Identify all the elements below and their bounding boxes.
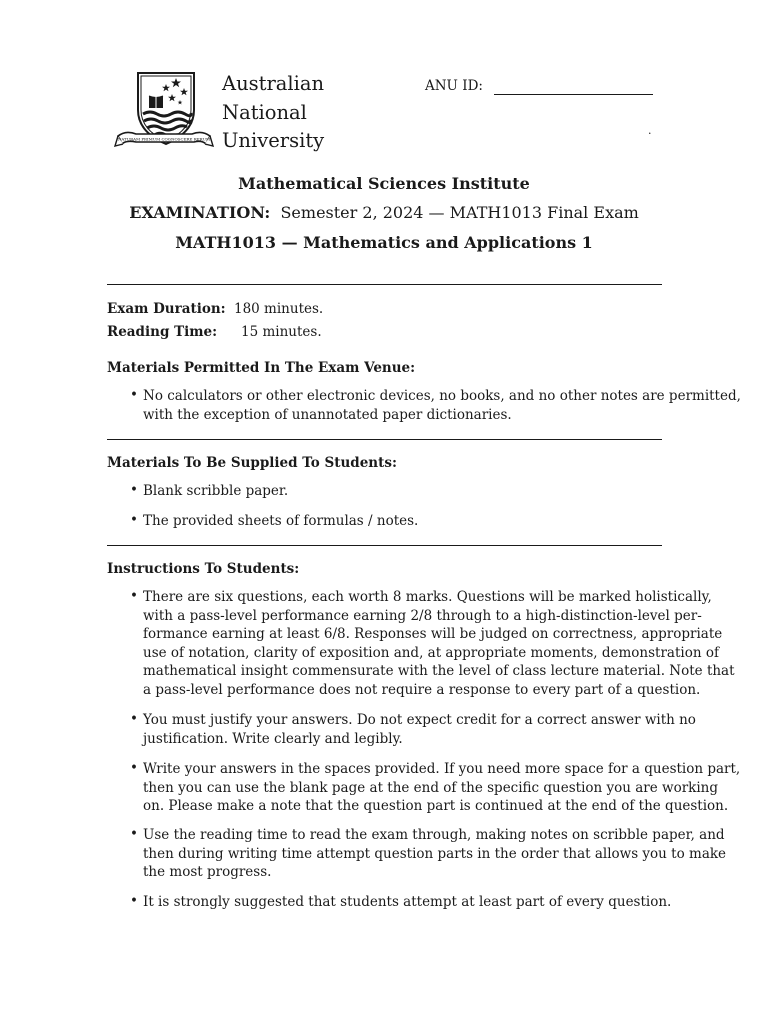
bullet-marker: •	[130, 760, 138, 776]
bullet-marker: •	[130, 387, 138, 403]
list-item-line: then you can use the blank page at the end of the specific question you are working	[143, 779, 719, 796]
list-item-line: justification. Write clearly and legibly.	[143, 730, 403, 747]
university-name	[222, 70, 324, 156]
stray-dot: .	[648, 124, 652, 137]
supplied-heading: Materials To Be Supplied To Students:	[107, 455, 397, 471]
list-item-line: Write your answers in the spaces provided. If you need more space for a question part,	[143, 761, 741, 777]
examination-line	[0, 203, 768, 222]
university-name-line: Australian	[222, 72, 325, 95]
instructions-heading: Instructions To Students:	[107, 561, 300, 577]
list-item-line: There are six questions, each worth 8 marks. Questions will be marked holistically,	[143, 589, 712, 605]
anu-crest-logo	[114, 70, 214, 156]
examination-label: EXAMINATION:	[129, 203, 271, 222]
list-item-line: the most progress.	[143, 864, 272, 881]
bullet-marker: •	[130, 711, 138, 727]
university-name-line: University	[222, 129, 325, 152]
bullet-marker: •	[130, 512, 138, 528]
institute-title: Mathematical Sciences Institute	[238, 174, 530, 193]
list-item-line: It is strongly suggested that students attempt at least part of every question.	[143, 894, 672, 910]
list-item-line: formance earning at least 6/8. Responses will be judged on correctness, appropriate	[143, 626, 723, 643]
list-item-line: with a pass-level performance earning 2/8 through to a high-distinction-level per-	[143, 607, 702, 624]
examination-value: Semester 2, 2024 — MATH1013 Final Exam	[280, 203, 639, 222]
list-item	[143, 711, 696, 748]
list-item	[143, 826, 727, 882]
list-item-line: then during writing time attempt question parts in the order that allows you to make	[143, 845, 727, 862]
bullet-marker: •	[130, 588, 138, 604]
crest-motto: NATURAM PRIMUM COGNOSCERE RERUM	[117, 136, 211, 142]
list-item-line: The provided sheets of formulas / notes.	[143, 513, 419, 529]
divider	[107, 284, 662, 285]
divider	[107, 545, 662, 546]
duration-value: 180 minutes.	[234, 301, 324, 317]
list-item	[143, 482, 665, 501]
anu-id-label: ANU ID:	[425, 78, 483, 94]
bullet-marker: •	[130, 482, 138, 498]
permitted-heading: Materials Permitted In The Exam Venue:	[107, 360, 416, 376]
list-item-line: a pass-level performance does not require a response to every part of a question.	[143, 681, 701, 698]
reading-value: 15 minutes.	[241, 324, 322, 340]
list-item	[143, 387, 741, 424]
divider	[107, 439, 662, 440]
list-item-line: No calculators or other electronic devices, no books, and no other notes are permitted,	[143, 388, 741, 404]
course-title: MATH1013 — Mathematics and Applications 1	[175, 233, 593, 252]
list-item	[143, 760, 741, 816]
duration-label: Exam Duration:	[107, 301, 226, 317]
list-item-line: You must justify your answers. Do not expect credit for a correct answer with no	[143, 712, 696, 728]
university-name-line: National	[222, 100, 307, 124]
list-item	[143, 512, 665, 531]
bullet-marker: •	[130, 893, 138, 909]
list-item-line: mathematical insight commensurate with the level of class lecture material. Note that	[143, 663, 735, 680]
list-item	[143, 893, 672, 912]
reading-label: Reading Time:	[107, 324, 218, 340]
bullet-marker: •	[130, 826, 138, 842]
list-item-line: Use the reading time to read the exam through, making notes on scribble paper, and	[143, 827, 725, 843]
list-item-line: with the exception of unannotated paper dictionaries.	[143, 406, 512, 423]
list-item-line: use of notation, clarity of exposition and, at appropriate moments, demonstration of	[143, 644, 719, 661]
list-item-line: Blank scribble paper.	[143, 483, 289, 499]
list-item	[143, 588, 735, 700]
anu-id-field[interactable]	[494, 94, 653, 95]
list-item-line: on. Please make a note that the question part is continued at the end of the question.	[143, 798, 729, 815]
